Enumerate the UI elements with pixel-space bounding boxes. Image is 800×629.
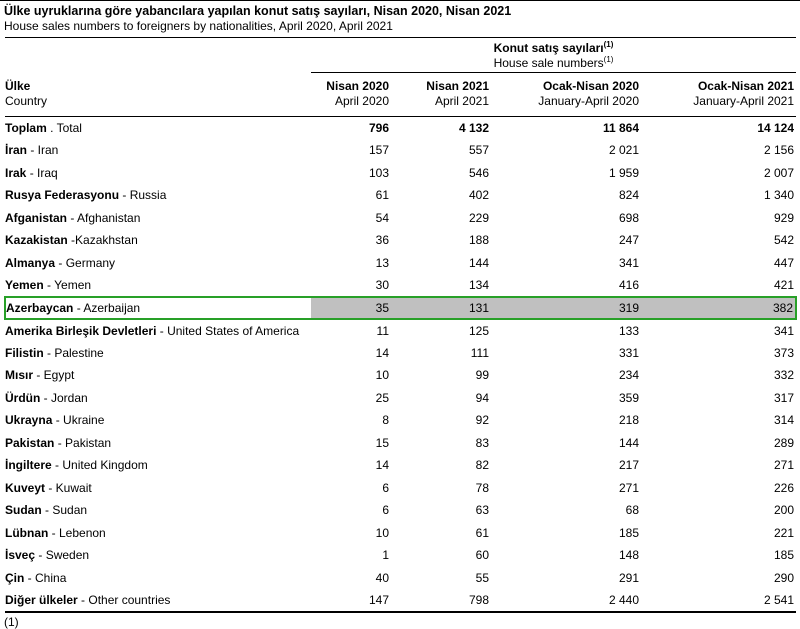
value-jan-apr-2020: 2 440 — [608, 592, 639, 607]
value-april-2020: 103 — [368, 165, 389, 180]
value-jan-apr-2021: 341 — [774, 323, 795, 338]
value-jan-apr-2020: 148 — [618, 548, 639, 563]
value-jan-apr-2021: 221 — [774, 525, 795, 540]
table-row-iraq — [5, 162, 796, 185]
country-cell — [5, 544, 311, 567]
value-jan-apr-2020: 133 — [618, 323, 639, 338]
value-jan-apr-2020: 185 — [618, 525, 639, 540]
table-row-lebanon — [5, 522, 796, 545]
country-name-tr: Azerbaycan — [6, 300, 74, 315]
value-april-2021: 131 — [391, 297, 491, 320]
country-name-en: -Kazakhstan — [67, 233, 138, 248]
table-row-china — [5, 567, 796, 590]
value-april-2020: 157 — [368, 143, 389, 158]
column-header-en: April 2020 — [334, 94, 389, 108]
table-row-jordan — [5, 387, 796, 410]
value-april-2021: 798 — [468, 592, 489, 607]
country-name-en: - Germany — [55, 255, 116, 270]
table-row-sweden — [5, 544, 796, 567]
country-name-en: - Sudan — [41, 503, 88, 518]
country-name-en: - Lebenon — [48, 525, 106, 540]
value-april-2020: 15 — [375, 435, 389, 450]
country-cell — [5, 297, 311, 320]
footnote-mark: (1) — [603, 55, 614, 64]
country-name-tr: Ukrayna — [5, 413, 53, 428]
table-row-azerbaijan — [5, 297, 796, 320]
value-jan-apr-2020: 359 — [618, 390, 639, 405]
table-row-palestine — [5, 342, 796, 365]
country-name-en: - Azerbaijan — [73, 300, 141, 315]
country-name-en: - Iraq — [26, 165, 58, 180]
value-april-2020: 10 — [375, 525, 389, 540]
value-april-2021: 55 — [475, 570, 489, 585]
value-april-2021: 4 132 — [458, 121, 489, 135]
value-april-2021: 134 — [468, 277, 489, 292]
country-name-tr: Ürdün — [5, 390, 41, 405]
value-jan-apr-2021: 542 — [774, 233, 795, 248]
value-april-2021: 61 — [475, 525, 489, 540]
country-cell — [5, 319, 311, 342]
country-name-tr: Sudan — [5, 503, 42, 518]
country-cell — [5, 567, 311, 590]
country-cell — [5, 162, 311, 185]
country-name-en: - China — [24, 570, 67, 585]
value-april-2020: 1 — [382, 548, 389, 563]
country-cell — [5, 207, 311, 230]
value-april-2021: 94 — [475, 390, 489, 405]
column-header-tr: Ocak-Nisan 2021 — [697, 79, 795, 93]
column-header-tr: Nisan 2020 — [326, 79, 389, 93]
value-jan-apr-2021: 382 — [641, 297, 796, 320]
value-jan-apr-2021: 929 — [774, 210, 795, 225]
group-header-tr: Konut satış sayıları — [493, 41, 604, 55]
country-name-tr: İngiltere — [5, 458, 52, 473]
value-jan-apr-2020: 234 — [618, 368, 639, 383]
country-cell — [5, 117, 311, 140]
country-header-tr: Ülke — [5, 78, 31, 93]
country-name-en: - Kuwait — [45, 480, 92, 495]
value-april-2020: 61 — [375, 188, 389, 203]
country-name-tr: Kazakistan — [5, 233, 68, 248]
group-header-en: House sale numbers — [493, 56, 604, 70]
group-header-spacer — [5, 38, 311, 73]
value-april-2021: 92 — [475, 413, 489, 428]
country-cell — [5, 499, 311, 522]
value-jan-apr-2021: 271 — [774, 458, 795, 473]
value-april-2021: 82 — [475, 458, 489, 473]
country-cell — [5, 364, 311, 387]
value-jan-apr-2020: 217 — [618, 458, 639, 473]
value-jan-apr-2020: 218 — [618, 413, 639, 428]
value-april-2021: 144 — [468, 255, 489, 270]
column-header-en: January-April 2020 — [538, 94, 639, 108]
footnote-text: (1) — [4, 614, 19, 629]
value-jan-apr-2020: 247 — [618, 233, 639, 248]
value-jan-apr-2021: 447 — [774, 255, 795, 270]
value-april-2021: 546 — [468, 165, 489, 180]
value-april-2020: 35 — [311, 297, 391, 320]
country-cell — [5, 454, 311, 477]
country-name-tr: Kuveyt — [5, 480, 46, 495]
value-jan-apr-2021: 200 — [774, 503, 795, 518]
country-name-en: - Palestine — [43, 345, 104, 360]
page-subtitle: House sales numbers to foreigners by nationalities, April 2020, April 2021 — [4, 19, 393, 33]
country-name-en: - Iran — [27, 143, 59, 158]
table-row-kuwait — [5, 477, 796, 500]
value-april-2021: 229 — [468, 210, 489, 225]
country-name-en: - Egypt — [33, 368, 75, 383]
country-cell — [5, 229, 311, 252]
group-header-row — [5, 38, 796, 73]
country-name-tr: Toplam — [5, 121, 47, 135]
table-row-yemen — [5, 274, 796, 297]
country-name-tr: Irak — [5, 165, 27, 180]
country-cell — [5, 589, 311, 612]
value-jan-apr-2020: 68 — [625, 503, 639, 518]
value-jan-apr-2020: 1 959 — [608, 165, 639, 180]
country-name-tr: Pakistan — [5, 435, 55, 450]
value-april-2020: 36 — [375, 233, 389, 248]
table-row-other-countries — [5, 589, 796, 612]
value-jan-apr-2021: 14 124 — [757, 121, 795, 135]
value-jan-apr-2021: 332 — [774, 368, 795, 383]
value-jan-apr-2020: 416 — [618, 277, 639, 292]
value-jan-apr-2021: 226 — [774, 480, 795, 495]
country-name-en: - Pakistan — [54, 435, 112, 450]
value-april-2020: 6 — [382, 480, 389, 495]
country-name-tr: Afganistan — [5, 210, 68, 225]
value-april-2020: 40 — [375, 570, 389, 585]
country-name-tr: Mısır — [5, 368, 34, 383]
country-name-tr: Filistin — [5, 345, 44, 360]
country-cell — [5, 477, 311, 500]
value-april-2020: 147 — [368, 592, 389, 607]
column-header-april-2020 — [311, 73, 391, 117]
value-jan-apr-2021: 314 — [774, 413, 795, 428]
column-header-jan-apr-2020 — [491, 73, 641, 117]
country-cell — [5, 274, 311, 297]
country-name-en: . Total — [46, 121, 82, 135]
value-april-2021: 83 — [475, 435, 489, 450]
table-row-uk — [5, 454, 796, 477]
value-jan-apr-2021: 1 340 — [764, 188, 795, 203]
value-april-2020: 14 — [375, 458, 389, 473]
value-april-2020: 54 — [375, 210, 389, 225]
value-jan-apr-2020: 291 — [618, 570, 639, 585]
value-april-2021: 557 — [468, 143, 489, 158]
value-jan-apr-2021: 289 — [774, 435, 795, 450]
column-header-row — [5, 73, 796, 117]
country-name-en: - United States of America — [156, 323, 300, 338]
country-name-tr: Çin — [5, 570, 25, 585]
value-jan-apr-2020: 2 021 — [608, 143, 639, 158]
footnote — [4, 613, 800, 629]
value-jan-apr-2020: 824 — [618, 188, 639, 203]
table-row-ukraine — [5, 409, 796, 432]
country-name-en: - Russia — [119, 188, 167, 203]
value-april-2021: 63 — [475, 503, 489, 518]
house-sales-table — [4, 37, 797, 613]
country-cell — [5, 409, 311, 432]
value-jan-apr-2021: 421 — [774, 277, 795, 292]
country-name-tr: Rusya Federasyonu — [5, 188, 120, 203]
value-jan-apr-2021: 373 — [774, 345, 795, 360]
column-header-en: January-April 2021 — [693, 94, 795, 108]
value-jan-apr-2021: 290 — [774, 570, 795, 585]
table-row-iran — [5, 139, 796, 162]
country-name-tr: İsveç — [5, 548, 36, 563]
value-jan-apr-2021: 185 — [774, 548, 795, 563]
country-cell — [5, 432, 311, 455]
country-name-en: - Yemen — [43, 277, 92, 292]
value-april-2021: 125 — [468, 323, 489, 338]
table-row-kazakhstan — [5, 229, 796, 252]
country-name-en: - Sweden — [35, 548, 90, 563]
country-name-tr: Yemen — [5, 277, 44, 292]
table-row-sudan — [5, 499, 796, 522]
footnote-mark: (1) — [603, 40, 614, 49]
value-jan-apr-2020: 271 — [618, 480, 639, 495]
country-name-tr: İran — [5, 143, 28, 158]
value-april-2020: 14 — [375, 345, 389, 360]
column-header-jan-apr-2021 — [641, 73, 796, 117]
value-jan-apr-2021: 2 541 — [764, 592, 795, 607]
value-april-2020: 30 — [375, 277, 389, 292]
country-header-en: Country — [5, 93, 48, 108]
value-jan-apr-2021: 317 — [774, 390, 795, 405]
column-header-country — [5, 73, 311, 117]
country-name-en: - Ukraine — [52, 413, 105, 428]
value-april-2020: 10 — [375, 368, 389, 383]
page-title: Ülke uyruklarına göre yabancılara yapılan konut satış sayıları, Nisan 2020, Nisan 2021 — [4, 4, 512, 18]
country-name-en: - Afghanistan — [67, 210, 141, 225]
value-april-2021: 99 — [475, 368, 489, 383]
value-april-2020: 11 — [376, 323, 389, 338]
value-april-2020: 8 — [382, 413, 389, 428]
value-april-2020: 13 — [375, 255, 389, 270]
table-row-pakistan — [5, 432, 796, 455]
table-row-usa — [5, 319, 796, 342]
value-jan-apr-2021: 2 156 — [764, 143, 795, 158]
country-cell — [5, 184, 311, 207]
value-jan-apr-2021: 2 007 — [764, 165, 795, 180]
value-jan-apr-2020: 331 — [618, 345, 639, 360]
table-row-germany — [5, 252, 796, 275]
country-cell — [5, 342, 311, 365]
value-april-2021: 60 — [475, 548, 489, 563]
value-april-2020: 25 — [375, 390, 389, 405]
value-jan-apr-2020: 144 — [618, 435, 639, 450]
value-jan-apr-2020: 11 864 — [602, 121, 639, 135]
value-jan-apr-2020: 341 — [618, 255, 639, 270]
table-row-total — [5, 117, 796, 140]
value-april-2020: 6 — [382, 503, 389, 518]
column-header-april-2021 — [391, 73, 491, 117]
value-jan-apr-2020: 319 — [491, 297, 641, 320]
group-header — [311, 38, 796, 73]
value-jan-apr-2020: 698 — [618, 210, 639, 225]
value-april-2021: 78 — [475, 480, 489, 495]
country-name-tr: Amerika Birleşik Devletleri — [5, 323, 157, 338]
country-name-tr: Lübnan — [5, 525, 49, 540]
table-row-russia — [5, 184, 796, 207]
value-april-2021: 188 — [468, 233, 489, 248]
country-cell — [5, 139, 311, 162]
table-row-afghanistan — [5, 207, 796, 230]
country-name-tr: Diğer ülkeler — [5, 592, 78, 607]
country-cell — [5, 387, 311, 410]
country-name-en: - Jordan — [40, 390, 88, 405]
country-name-en: - Other countries — [77, 592, 171, 607]
column-header-en: April 2021 — [434, 94, 489, 108]
table-row-egypt — [5, 364, 796, 387]
country-cell — [5, 522, 311, 545]
value-april-2020: 796 — [368, 121, 389, 135]
column-header-tr: Nisan 2021 — [426, 79, 489, 93]
country-name-en: - United Kingdom — [51, 458, 148, 473]
value-april-2021: 402 — [468, 188, 489, 203]
country-cell — [5, 252, 311, 275]
value-april-2021: 111 — [470, 345, 489, 360]
country-name-tr: Almanya — [5, 255, 56, 270]
column-header-tr: Ocak-Nisan 2020 — [542, 79, 639, 93]
